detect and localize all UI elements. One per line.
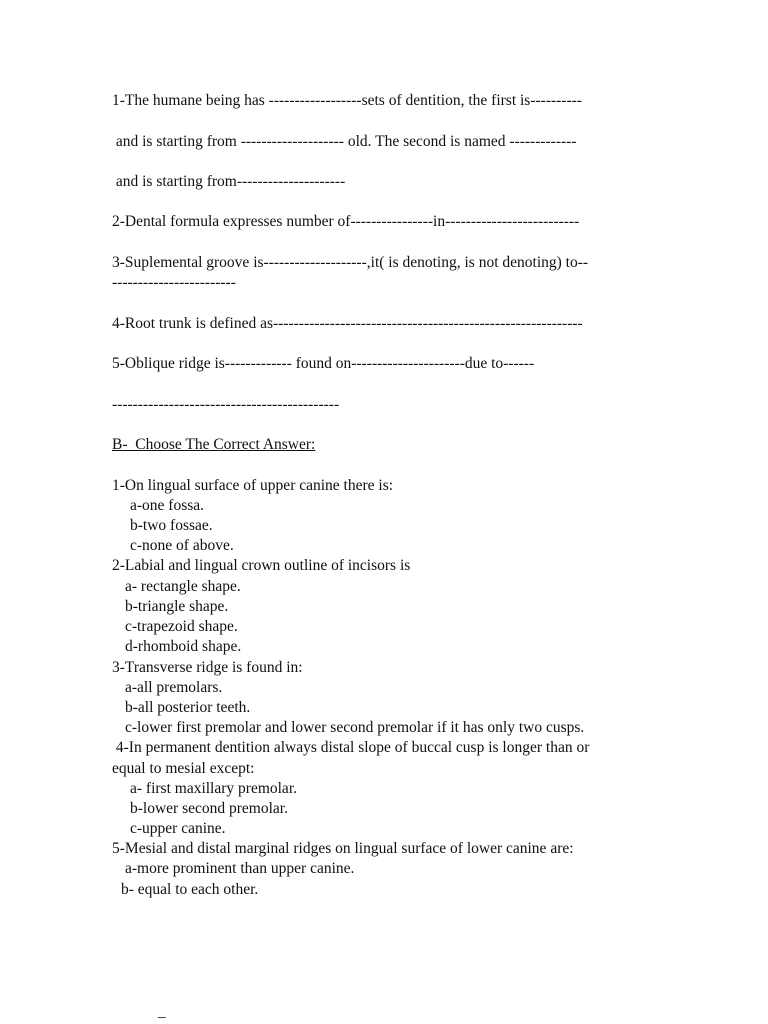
option-b3-a: a-all premolars. [125,679,223,696]
question-a5-line2: -------------------------------------------- [112,396,340,413]
option-b2-d: d-rhomboid shape. [125,638,242,655]
question-a2: 2-Dental formula expresses number of----------------in-------------------------- [112,213,580,230]
section-b-heading: B- Choose The Correct Answer: [112,436,316,453]
option-b1-c: c-none of above. [130,537,234,554]
option-b4-c: c-upper canine. [130,820,226,837]
question-b4-line1: 4-In permanent dentition always distal slope of buccal cusp is longer than or [112,739,590,756]
option-b1-a: a-one fossa. [130,497,205,514]
option-b1-b: b-two fossae. [130,517,213,534]
footer-mark: _ [158,1003,166,1020]
question-a3-line2: ------------------------ [112,274,236,291]
option-b2-c: c-trapezoid shape. [125,618,238,635]
question-b4-line2: equal to mesial except: [112,760,255,777]
question-a1-line2: and is starting from -------------------- old. The second is named ------------- [112,133,577,150]
option-b5-a: a-more prominent than upper canine. [125,860,355,877]
question-a5-line1: 5-Oblique ridge is------------- found on----------------------due to------ [112,355,535,372]
question-b2: 2-Labial and lingual crown outline of incisors is [112,557,411,574]
question-a1-line3: and is starting from--------------------- [112,173,346,190]
option-b4-a: a- first maxillary premolar. [130,780,297,797]
option-b3-c: c-lower first premolar and lower second premolar if it has only two cusps. [125,719,585,736]
option-b4-b: b-lower second premolar. [130,800,288,817]
question-b5: 5-Mesial and distal marginal ridges on lingual surface of lower canine are: [112,840,574,857]
option-b5-b: b- equal to each other. [121,881,259,898]
question-a1-line1: 1-The humane being has ------------------sets of dentition, the first is---------- [112,92,582,109]
option-b2-a: a- rectangle shape. [125,578,241,595]
question-b1: 1-On lingual surface of upper canine there is: [112,477,394,494]
option-b3-b: b-all posterior teeth. [125,699,251,716]
question-a3-line1: 3-Suplemental groove is--------------------,it( is denoting, is not denoting) to-- [112,254,589,271]
option-b2-b: b-triangle shape. [125,598,229,615]
question-a4: 4-Root trunk is defined as------------------------------------------------------------ [112,315,583,332]
question-b3: 3-Transverse ridge is found in: [112,659,303,676]
